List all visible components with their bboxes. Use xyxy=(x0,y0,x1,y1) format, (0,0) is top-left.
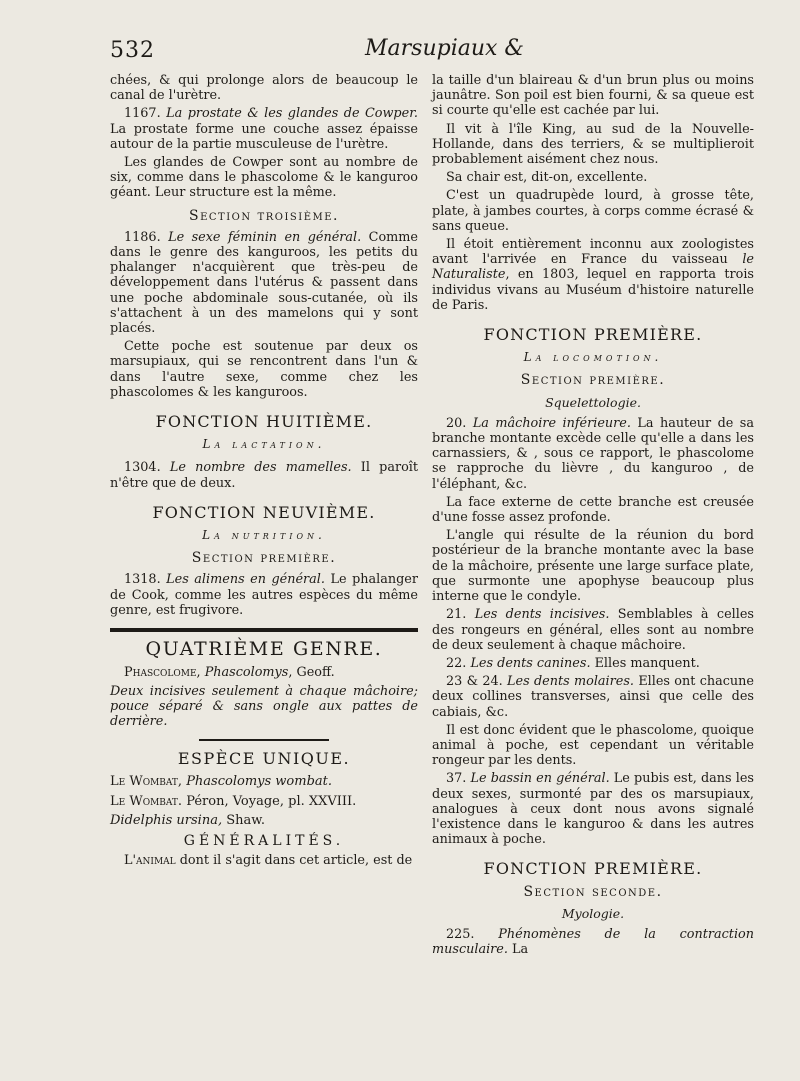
article-title: Les dents molaires. xyxy=(507,674,634,690)
article-number: 37. xyxy=(446,771,467,787)
article-title: La mâchoire inférieure. xyxy=(472,415,631,431)
genre-description: Deux incisives seulement à chaque mâchoire; pouce séparé & sans ongle aux pattes de derrière. xyxy=(110,683,418,729)
paragraph: La face externe de cette branche est creusée d'une fosse assez profonde. xyxy=(432,494,754,526)
topic-heading: Myologie. xyxy=(561,905,625,921)
article-text: La hauteur de sa branche montante excède celle qu'elle a dans les carnassiers, & , sous ce rapport, le phascolome se rapproche du lièvre , du kanguroo , de l'éléphant, &c. xyxy=(432,415,754,492)
paragraph: Cette poche est soutenue par deux os marsupiaux, qui se rencontrent dans l'un & dans l'autre sexe, comme chez les phascolomes & les kanguroos. xyxy=(110,339,418,400)
paragraph: C'est un quadrupède lourd, à grosse tête, plate, à jambes courtes, à corps comme écrasé & sans queue. xyxy=(432,188,754,234)
paragraph xyxy=(432,237,754,313)
synonym-name: Le Wombat, xyxy=(110,774,183,790)
genre-heading: QUATRIÈME GENRE. xyxy=(145,638,383,661)
genre-name-caps: Phascolome, xyxy=(124,665,201,681)
article-text: La xyxy=(512,942,529,958)
paragraph-lead: L'animal xyxy=(124,853,176,869)
paragraph: Les glandes de Cowper sont au nombre de six, comme dans le phascolome & le kanguroo géant. Leur structure est la même. xyxy=(110,155,418,201)
fonction-heading: FONCTION PREMIÈRE. xyxy=(483,859,703,879)
paragraph: Sa chair est, dit-on, excellente. xyxy=(446,170,648,186)
synonym xyxy=(110,813,418,828)
article-text: Il paroît n'être que de deux. xyxy=(110,460,419,491)
fonction-heading: FONCTION PREMIÈRE. xyxy=(483,325,703,345)
synonym-latin: Didelphis ursina, xyxy=(110,812,223,828)
synonym xyxy=(110,794,418,809)
synonym xyxy=(110,774,418,789)
paragraph xyxy=(110,230,418,336)
genre-author: , Geoff. xyxy=(288,665,335,681)
generalites-heading: GÉNÉRALITÉS. xyxy=(183,832,345,849)
left-column xyxy=(110,73,418,871)
section-heading: Section première. xyxy=(520,372,666,389)
article-number: 21. xyxy=(446,607,467,623)
article-text: Elles ont chacune deux collines transverses, ainsi que celle des cabiais, &c. xyxy=(432,674,754,720)
paragraph xyxy=(432,771,754,847)
article-text: Le pubis est, dans les deux sexes, surmonté par des os marsupiaux, analogues à ceux dont nous avons signalé l'existence dans le kanguroo & dans les autres animaux à poche. xyxy=(432,771,754,848)
article-text: Comme dans le genre des kanguroos, les petits du phalanger n'acquièrent que très-peu de développement dans l'utérus & passent dans une poche abdominale sous-cutanée, où ils s'attachent à un des mamelons qui y sont placés. xyxy=(110,229,418,337)
paragraph: L'angle qui résulte de la réunion du bord postérieur de la branche montante avec la base de la mâchoire, présente une large surface plate, que surmonte une apophyse beaucoup plus interne que le condyle. xyxy=(432,528,754,605)
fonction-heading: FONCTION NEUVIÈME. xyxy=(152,502,376,522)
paragraph-text: dont il s'agit dans cet article, est de xyxy=(179,853,413,869)
paragraph xyxy=(432,607,754,653)
subheading: La locomotion. xyxy=(523,350,663,365)
section-heading: Section première. xyxy=(191,550,337,567)
article-number: 1186. xyxy=(124,229,161,245)
paragraph xyxy=(432,656,754,671)
article-title: Le nombre des mamelles. xyxy=(169,460,352,476)
paragraph: la taille d'un blaireau & d'un brun plus ou moins jaunâtre. Son poil est bien fourni, & sa queue est si courte qu'elle est cachée par lui. xyxy=(432,73,754,119)
article-number: 20. xyxy=(446,415,467,431)
paragraph xyxy=(432,927,754,957)
paragraph: Il est donc évident que le phascolome, quoique animal à poche, est cependant un véritable rongeur par les dents. xyxy=(432,722,754,769)
topic-heading: Squelettologie. xyxy=(545,394,641,410)
article-title: Les dents incisives. xyxy=(474,607,610,623)
synonym-reference: Péron, Voyage, pl. XXVIII. xyxy=(186,793,357,809)
article-title: Phénomènes de la contraction musculaire. xyxy=(432,926,754,958)
article-title: Le sexe féminin en général. xyxy=(168,229,362,245)
article-title: Les dents canines. xyxy=(470,655,591,671)
article-title: Les alimens en général. xyxy=(166,572,325,588)
subheading: La nutrition. xyxy=(202,528,326,543)
genre-name-latin: Phascolomys xyxy=(204,665,289,681)
paragraph-text: Il étoit entièrement inconnu aux zoologistes avant l'arrivée en France du vaisseau xyxy=(432,237,754,268)
paragraph xyxy=(110,106,418,152)
article-number: 1167. xyxy=(124,106,161,122)
paragraph xyxy=(110,460,418,490)
article-text: La prostate forme une couche assez épaisse autour de la partie musculeuse de l'urètre. xyxy=(110,121,418,152)
right-column xyxy=(432,73,754,960)
short-divider xyxy=(199,739,329,741)
ship-name: le Naturaliste xyxy=(432,252,754,283)
synonym-name: Le Wombat. xyxy=(110,793,183,809)
section-heading: Section seconde. xyxy=(523,883,663,900)
species-heading: ESPÈCE UNIQUE. xyxy=(177,749,351,769)
paragraph: chées, & qui prolonge alors de beaucoup le canal de l'urètre. xyxy=(110,73,418,104)
running-title: Marsupiaux & xyxy=(365,36,525,61)
paragraph: Il vit à l'île King, au sud de la Nouvelle-Hollande, dans des terriers, & se multiplieroit probablement aisément chez nous. xyxy=(432,121,754,168)
article-text: Elles manquent. xyxy=(594,655,700,671)
paragraph-text: , en 1803, lequel en rapporta trois individus vivans au Muséum d'histoire naturelle de Paris. xyxy=(432,267,754,313)
paragraph xyxy=(432,416,754,492)
genre-name xyxy=(110,665,418,680)
article-title: La prostate & les glandes de Cowper. xyxy=(166,106,418,122)
article-number: 1318. xyxy=(124,572,161,588)
article-title: Le bassin en général. xyxy=(470,771,610,787)
paragraph xyxy=(110,572,418,618)
article-text: Le phalanger de Cook, comme les autres espèces du même genre, est frugivore. xyxy=(110,572,418,618)
paragraph xyxy=(432,674,754,720)
page-header xyxy=(110,38,750,68)
fonction-heading: FONCTION HUITIÈME. xyxy=(155,412,373,432)
article-number: 225. xyxy=(446,926,475,942)
synonym-latin: Phascolomys wombat. xyxy=(186,774,333,790)
paragraph xyxy=(110,853,418,868)
article-number: 23 & 24. xyxy=(446,674,503,690)
article-number: 1304. xyxy=(124,460,161,476)
article-text: Semblables à celles des rongeurs en général, elles sont au nombre de deux seulement à chaque mâchoire. xyxy=(432,607,754,653)
page-number: 532 xyxy=(110,38,155,63)
article-number: 22. xyxy=(446,655,467,671)
divider-rule xyxy=(110,628,418,632)
subheading: La lactation. xyxy=(202,437,326,452)
synonym-reference: Shaw. xyxy=(226,812,265,828)
section-heading: Section troisième. xyxy=(189,207,339,224)
